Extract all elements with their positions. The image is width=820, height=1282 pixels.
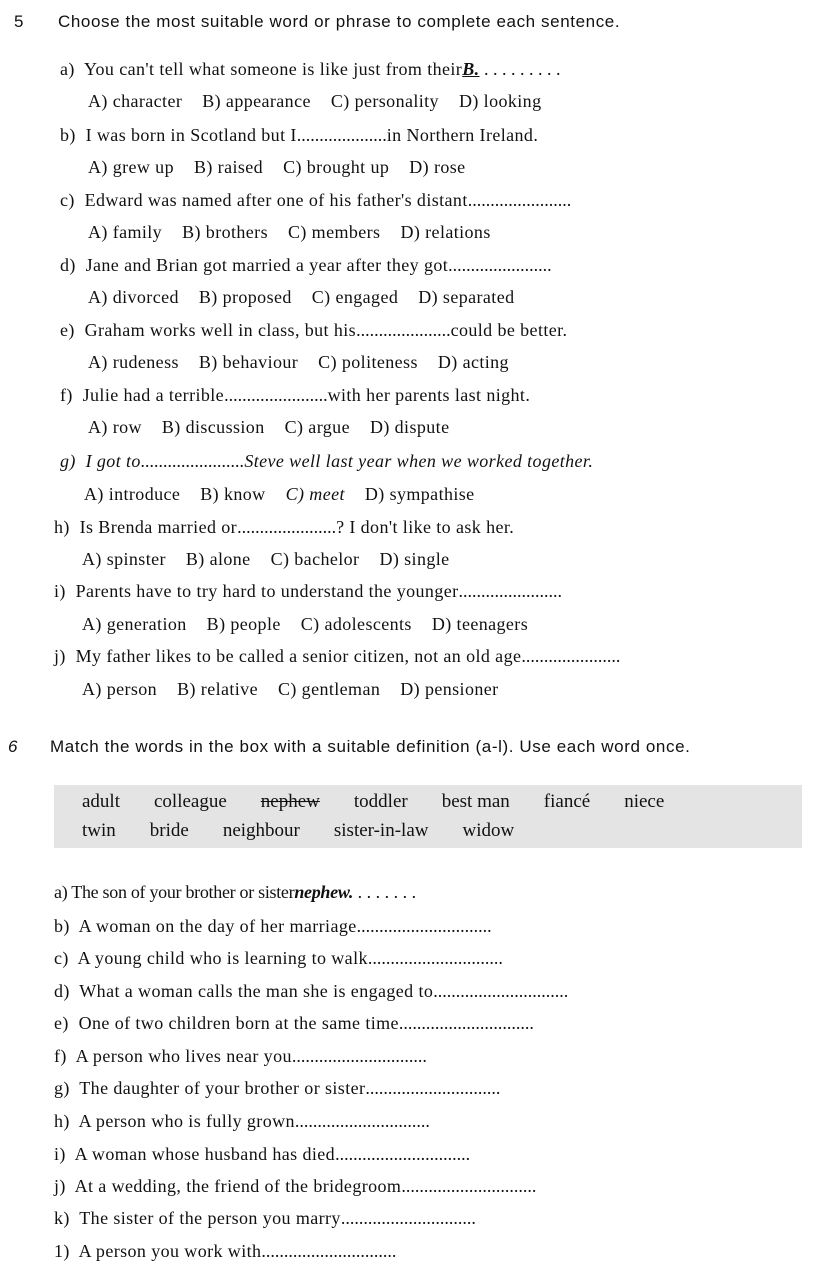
ex5-question-a: a) You can't tell what someone is like just from theirB. . . . . . . . . . bbox=[60, 59, 561, 79]
word-bride: bride bbox=[149, 820, 189, 841]
ex6-blank-e[interactable]: .............................. bbox=[398, 1013, 534, 1033]
ex6-blank-f[interactable]: .............................. bbox=[291, 1046, 427, 1066]
ex5-blank-j[interactable]: ...................... bbox=[521, 646, 621, 666]
ex6-item-a: a) The son of your brother or sisternephew. . . . . . . . bbox=[54, 882, 417, 902]
ex5-options-a: A) character B) appearance C) personality D) looking bbox=[88, 91, 542, 111]
ex6-item-l: 1) A person you work with.............................. bbox=[54, 1241, 397, 1261]
ex5-question-g: g) I got to.......................Steve well last year when we worked together. bbox=[60, 451, 594, 471]
ex5-options-j: A) person B) relative C) gentleman D) pensioner bbox=[82, 679, 499, 699]
ex5-options-c: A) family B) brothers C) members D) relations bbox=[88, 222, 491, 242]
ex5-options-h: A) spinster B) alone C) bachelor D) single bbox=[82, 549, 450, 569]
word-niece: niece bbox=[624, 791, 665, 812]
word-box bbox=[54, 785, 802, 848]
ex5-blank-d[interactable]: ....................... bbox=[448, 255, 552, 275]
word-neighbour: neighbour bbox=[222, 820, 300, 841]
ex5-question-c: c) Edward was named after one of his father's distant....................... bbox=[60, 190, 572, 210]
ex6-item-f: f) A person who lives near you.............................. bbox=[54, 1046, 427, 1066]
word-twin: twin bbox=[82, 820, 116, 841]
word-fiance: fiancé bbox=[543, 791, 591, 812]
ex6-blank-h[interactable]: .............................. bbox=[294, 1111, 430, 1131]
ex5-options-g: A) introduce B) know C) meet D) sympathise bbox=[84, 484, 475, 504]
ex5-question-i: i) Parents have to try hard to understand the younger....................... bbox=[54, 581, 563, 601]
word-colleague: colleague bbox=[154, 791, 227, 812]
word-box-row-2 bbox=[82, 820, 548, 842]
ex6-blank-l[interactable]: .............................. bbox=[261, 1241, 397, 1261]
ex6-blank-j[interactable]: .............................. bbox=[401, 1176, 537, 1196]
exercise-6-number: 6 bbox=[8, 737, 19, 756]
ex5-blank-g[interactable]: ....................... bbox=[140, 451, 245, 471]
word-adult: adult bbox=[82, 791, 120, 812]
word-widow: widow bbox=[462, 820, 515, 841]
ex6-blank-i[interactable]: .............................. bbox=[335, 1144, 471, 1164]
ex6-blank-d[interactable]: .............................. bbox=[433, 981, 569, 1001]
ex5-blank-h[interactable]: ...................... bbox=[237, 517, 337, 537]
ex5-question-f: f) Julie had a terrible.......................with her parents last night. bbox=[60, 385, 531, 405]
ex5-options-d: A) divorced B) proposed C) engaged D) separated bbox=[88, 287, 515, 307]
ex5-blank-e[interactable]: ..................... bbox=[356, 320, 451, 340]
exercise-5-instruction: Choose the most suitable word or phrase to complete each sentence. bbox=[58, 12, 621, 31]
ex6-item-g: g) The daughter of your brother or sister.............................. bbox=[54, 1078, 501, 1098]
ex6-item-i: i) A woman whose husband has died.............................. bbox=[54, 1144, 471, 1164]
ex5-question-d: d) Jane and Brian got married a year after they got....................... bbox=[60, 255, 552, 275]
ex6-item-c: c) A young child who is learning to walk.............................. bbox=[54, 948, 503, 968]
word-nephew: nephew bbox=[260, 791, 320, 812]
ex6-item-k: k) The sister of the person you marry.............................. bbox=[54, 1208, 476, 1228]
ex6-blank-c[interactable]: .............................. bbox=[367, 948, 503, 968]
ex6-item-d: d) What a woman calls the man she is engaged to.............................. bbox=[54, 981, 569, 1001]
ex5-question-j: j) My father likes to be called a senior citizen, not an old age...................... bbox=[54, 646, 621, 666]
ex6-item-b: b) A woman on the day of her marriage.............................. bbox=[54, 916, 492, 936]
ex5-options-i: A) generation B) people C) adolescents D) teenagers bbox=[82, 614, 529, 634]
ex5-options-b: A) grew up B) raised C) brought up D) rose bbox=[88, 157, 466, 177]
ex5-options-e: A) rudeness B) behaviour C) politeness D) acting bbox=[88, 352, 509, 372]
ex5-blank-b[interactable]: .................... bbox=[296, 125, 387, 145]
ex5-question-e: e) Graham works well in class, but his.....................could be better. bbox=[60, 320, 568, 340]
word-best-man: best man bbox=[441, 791, 510, 812]
ex5-question-h: h) Is Brenda married or......................? I don't like to ask her. bbox=[54, 517, 515, 537]
exercise-5-number: 5 bbox=[14, 12, 25, 31]
ex6-item-h: h) A person who is fully grown.............................. bbox=[54, 1111, 430, 1131]
ex5-blank-f[interactable]: ....................... bbox=[224, 385, 328, 405]
word-sister-in-law: sister-in-law bbox=[333, 820, 429, 841]
ex6-answer-a[interactable]: nephew. bbox=[294, 882, 354, 902]
exercise-6-instruction: Match the words in the box with a suitable definition (a-l). Use each word once. bbox=[50, 737, 691, 756]
ex5-options-f: A) row B) discussion C) argue D) dispute bbox=[88, 417, 450, 437]
word-toddler: toddler bbox=[353, 791, 408, 812]
ex5-answer-a[interactable]: B. bbox=[462, 59, 480, 79]
word-box-row-1 bbox=[82, 791, 698, 813]
ex6-blank-g[interactable]: .............................. bbox=[365, 1078, 501, 1098]
ex5-blank-c[interactable]: ....................... bbox=[467, 190, 572, 210]
ex6-item-j: j) At a wedding, the friend of the bridegroom.............................. bbox=[54, 1176, 537, 1196]
ex6-blank-b[interactable]: .............................. bbox=[356, 916, 492, 936]
ex5-blank-i[interactable]: ....................... bbox=[458, 581, 563, 601]
ex6-item-e: e) One of two children born at the same time.............................. bbox=[54, 1013, 534, 1033]
ex6-blank-k[interactable]: .............................. bbox=[340, 1208, 476, 1228]
ex5-question-b: b) I was born in Scotland but I....................in Northern Ireland. bbox=[60, 125, 539, 145]
